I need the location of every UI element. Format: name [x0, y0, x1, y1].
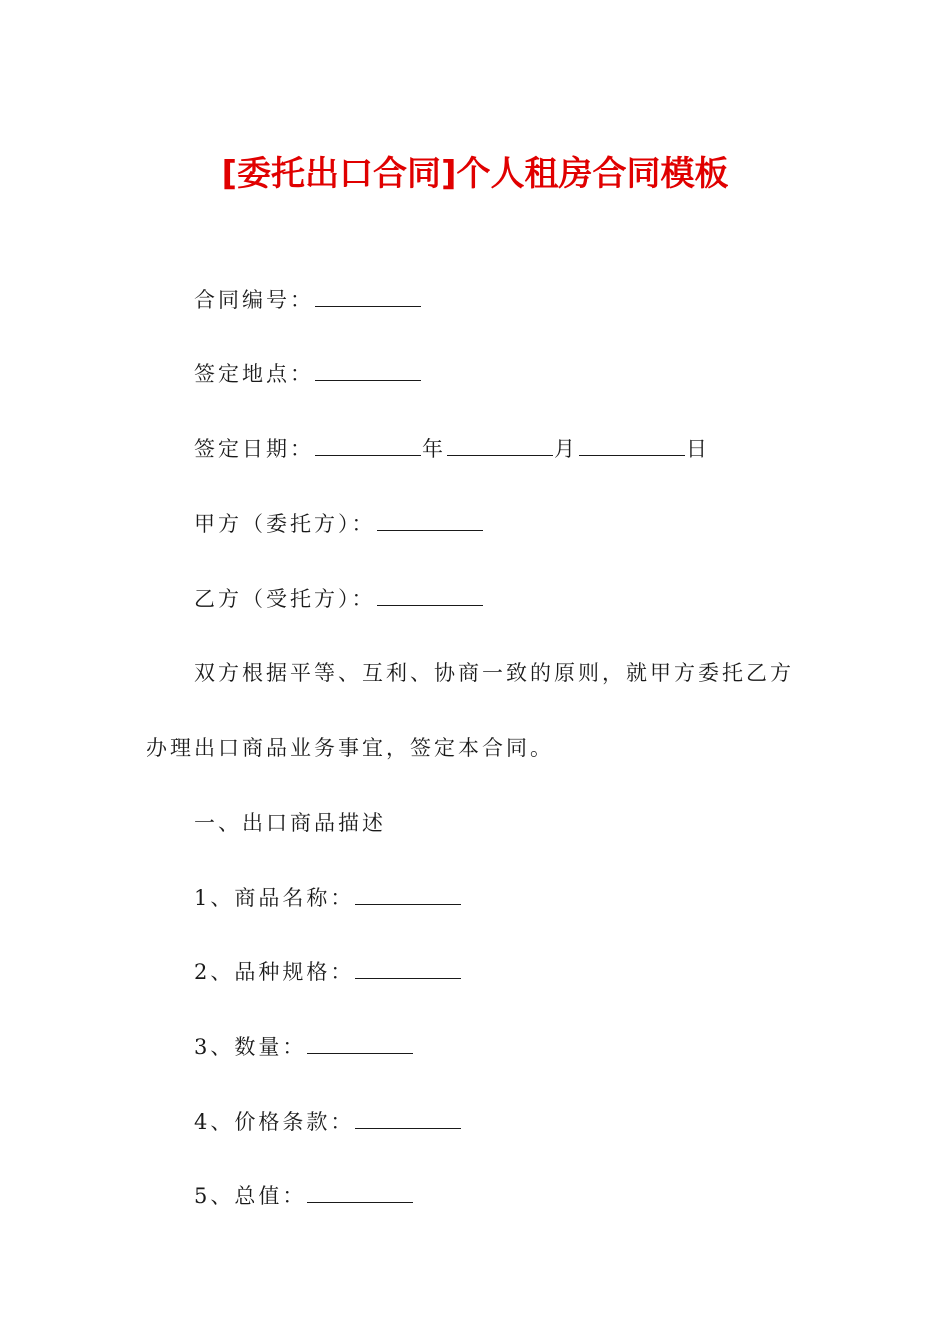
- party-b-field: [194, 584, 484, 614]
- item-blank: [307, 1033, 413, 1054]
- item-blank: [355, 1108, 461, 1129]
- item-blank: [355, 958, 461, 979]
- sign-place-blank: [315, 360, 421, 381]
- party-a-field: [194, 509, 484, 539]
- section-1-heading: 一、出口商品描述: [194, 811, 386, 835]
- sign-place-label: 签定地点：: [194, 362, 314, 386]
- party-a-blank: [377, 510, 483, 531]
- contract-number-field: [194, 285, 422, 315]
- party-b-blank: [377, 585, 483, 606]
- item-total-value: [194, 1181, 414, 1211]
- item-quantity: [194, 1032, 414, 1062]
- sign-date-field: [194, 434, 710, 464]
- item-blank: [355, 884, 461, 905]
- sign-day-blank: [579, 435, 685, 456]
- item-label: 1、商品名称：: [194, 886, 355, 910]
- party-a-label: 甲方（委托方）：: [194, 512, 376, 536]
- sign-date-label: 签定日期：: [194, 437, 314, 461]
- preamble-line-2: 办理出口商品业务事宜，签定本合同。: [146, 736, 554, 760]
- item-label: 2、品种规格：: [194, 960, 355, 984]
- item-label: 3、数量：: [194, 1035, 307, 1059]
- item-product-name: [194, 883, 462, 913]
- contract-number-blank: [315, 286, 421, 307]
- year-label: 年: [422, 437, 446, 461]
- preamble-line-1: 双方根据平等、互利、协商一致的原则，就甲方委托乙方: [194, 661, 794, 685]
- sign-month-blank: [447, 435, 553, 456]
- document-title: [委托出口合同]个人租房合同模板: [221, 154, 729, 194]
- month-label: 月: [554, 437, 578, 461]
- item-label: 4、价格条款：: [194, 1110, 355, 1134]
- day-label: 日: [686, 437, 710, 461]
- item-price-terms: [194, 1107, 462, 1137]
- item-label: 5、总值：: [194, 1184, 307, 1208]
- contract-number-label: 合同编号：: [194, 288, 314, 312]
- sign-place-field: [194, 359, 422, 389]
- item-blank: [307, 1182, 413, 1203]
- party-b-label: 乙方（受托方）：: [194, 587, 376, 611]
- sign-year-blank: [315, 435, 421, 456]
- item-spec: [194, 957, 462, 987]
